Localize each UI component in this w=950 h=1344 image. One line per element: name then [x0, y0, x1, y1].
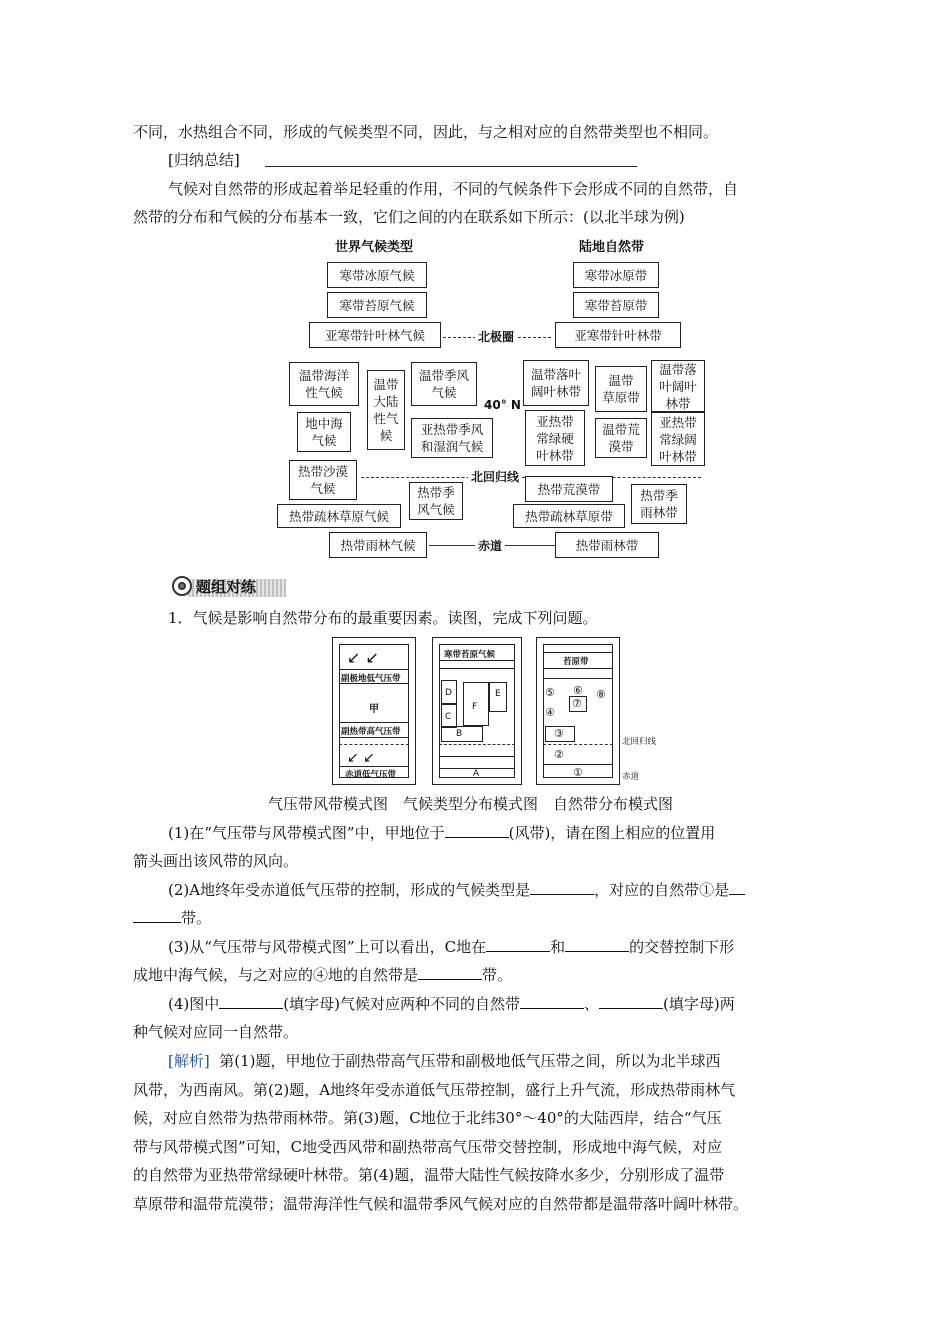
analysis-line: 带与风带模式图”可知，C地受西风带和副热带高气压带交替控制，形成地中海气候，对应	[133, 1138, 723, 1156]
answer-blank[interactable]	[219, 994, 283, 1009]
answer-blank[interactable]	[520, 994, 584, 1009]
zone-line	[543, 668, 613, 669]
q3-text: (3)从“气压带与风带模式图”上可以看出，C地在	[168, 938, 487, 956]
letter-f: F	[472, 702, 478, 712]
right-header: 陆地自然带	[579, 240, 645, 255]
answer-blank[interactable]	[418, 965, 482, 980]
climate-subtropical-monsoon: 亚热带季风 和湿润气候	[411, 418, 493, 458]
analysis-text: 第(1)题，甲地位于副热带高气压带和副极地低气压带之间，所以为北半球西	[219, 1052, 721, 1070]
circled-1: ①	[573, 766, 583, 779]
polar-low-label: 副极地低气压带	[341, 674, 401, 684]
circled-3: ③	[554, 727, 564, 740]
summary-label: 归纳总结	[173, 151, 234, 169]
analysis-line: [解析] 第(1)题，甲地位于副热带高气压带和副极地低气压带之间，所以为北半球西	[168, 1052, 721, 1070]
question-3-cont	[133, 963, 512, 987]
climate-tropical-monsoon: 热带季 风气候	[409, 482, 463, 520]
analysis-line: 草原带和温带荒漠带；温带海洋性气候和温带季风气候对应的自然带都是温带落叶阔叶林带。	[133, 1195, 749, 1213]
q4-text: (填字母)两	[662, 995, 735, 1013]
wind-arrows-bottom: ↙ ↙	[347, 750, 375, 766]
zone-savanna: 热带疏林草原带	[513, 504, 625, 528]
q3-text: 带。	[482, 966, 513, 984]
answer-blank[interactable]	[599, 994, 663, 1009]
circled-7: ⑦	[572, 697, 582, 710]
climate-marine: 温带海洋 性气候	[289, 362, 359, 406]
answer-blank[interactable]	[486, 937, 550, 952]
zone-steppe: 温带 草原带	[595, 366, 647, 412]
q4-text: (填字母)气候对应两种不同的自然带	[283, 995, 520, 1013]
q2-text: 带。	[181, 909, 212, 927]
lat40-label: 40° N	[484, 398, 521, 412]
climate-mediterranean: 地中海 气候	[297, 412, 351, 452]
fig3-top-label: 苔原带	[563, 657, 589, 667]
climate-tundra: 寒带苔原气候	[327, 292, 427, 318]
question-4	[168, 992, 735, 1016]
analysis-line: 候，对应自然带为热带雨林带。第(3)题，C地位于北纬30°～40°的大陆西岸，结合“气压	[133, 1109, 722, 1127]
q4-text: (4)图中	[168, 995, 220, 1013]
answer-blank[interactable]	[445, 823, 509, 838]
climate-taiga: 亚寒带针叶林气候	[309, 322, 441, 348]
circled-4: ④	[545, 706, 555, 719]
tropic-dash	[439, 744, 515, 745]
target-icon	[172, 576, 192, 596]
polar-circle-label: 北极圈	[475, 328, 517, 345]
left-header: 世界气候类型	[335, 240, 414, 255]
analysis-line: 风带，为西南风。第(2)题，A地终年受赤道低气压带控制，盛行上升气流，形成热带雨林气	[133, 1081, 736, 1099]
zone-line	[543, 678, 613, 679]
zone-line	[439, 660, 515, 661]
zone-sclerophyll: 亚热带 常绿硬 叶林带	[525, 410, 585, 466]
belt-line	[339, 737, 409, 738]
zone-deciduous-1: 温带落叶 阔叶林带	[523, 360, 589, 406]
belt-line	[339, 722, 409, 723]
jia-label: 甲	[369, 704, 379, 715]
fig2-top-label: 寒带苔原气候	[444, 650, 496, 660]
question-2	[168, 878, 745, 902]
paragraph-line: 然带的分布和气候的分布基本一致，它们之间的内在联系如下所示：(以北半球为例)	[133, 208, 685, 226]
zone-taiga: 亚寒带针叶林带	[555, 322, 681, 348]
zone-line	[439, 668, 515, 669]
q1-text: (风带)，请在图上相应的位置用	[508, 824, 716, 842]
q1-text: (1)在“气压带与风带模式图”中，甲地位于	[168, 824, 445, 842]
zone-rainforest: 热带雨林带	[555, 532, 659, 558]
heading-rule	[265, 166, 637, 167]
fig3-tropic-label: 北回归线	[622, 737, 657, 747]
circled-6: ⑥	[573, 684, 583, 697]
paragraph-line: 气候对自然带的形成起着举足轻重的作用，不同的气候条件下会形成不同的自然带，自	[168, 180, 739, 198]
q3-text: 和	[550, 938, 566, 956]
pressure-wind-figure	[332, 637, 416, 785]
subtrop-high-label: 副热带高气压带	[341, 727, 401, 737]
summary-heading: [归纳总结]	[168, 151, 240, 169]
question-stem: 1．气候是影响自然带分布的最重要因素。读图，完成下列问题。	[168, 609, 598, 627]
zone-line	[439, 756, 515, 757]
zone-tundra: 寒带苔原带	[573, 292, 659, 318]
question-4-cont: 种气候对应同一自然带。	[133, 1023, 299, 1041]
question-1	[168, 821, 715, 845]
analysis-label: 解析	[173, 1052, 204, 1070]
climate-type-figure	[432, 637, 522, 785]
equator-label: 赤道	[475, 537, 505, 554]
q3-text: 的交替控制下形	[629, 938, 735, 956]
answer-blank[interactable]	[530, 880, 594, 895]
climate-rainforest: 热带雨林气候	[329, 532, 427, 558]
belt-line	[339, 766, 409, 767]
answer-blank[interactable]	[133, 908, 181, 923]
question-2-cont	[133, 906, 211, 930]
letter-d: D	[445, 688, 452, 698]
belt-line	[339, 669, 409, 670]
q4-text: 、	[583, 995, 599, 1013]
zone-line	[543, 652, 613, 653]
climate-desert: 热带沙漠 气候	[289, 460, 357, 500]
climate-continental: 温带 大陆 性气 候	[367, 370, 405, 450]
belt-line	[339, 683, 409, 684]
letter-c: C	[445, 712, 452, 722]
climate-savanna: 热带疏林草原气候	[277, 504, 401, 528]
circled-2: ②	[554, 748, 564, 761]
letter-a: A	[473, 769, 480, 779]
tropic-label: 北回归线	[468, 468, 522, 485]
question-3	[168, 935, 734, 959]
climate-monsoon-temp: 温带季风 气候	[411, 362, 477, 406]
zone-subtrop-evergreen: 亚热带 常绿阔 叶林带	[651, 412, 705, 466]
section-title: 题组对练	[196, 578, 257, 596]
fig3-equator-label: 赤道	[622, 772, 640, 782]
letter-b: B	[456, 729, 463, 739]
zone-ice: 寒带冰原带	[573, 262, 659, 288]
climate-ice: 寒带冰原气候	[327, 262, 427, 288]
zone-temp-desert: 温带荒 漠带	[595, 418, 647, 458]
paragraph-line: 不同，水热组合不同，形成的气候类型不同，因此，与之相对应的自然带类型也不相同。	[133, 123, 719, 141]
wind-arrows-top: ↙ ↙	[347, 648, 379, 667]
analysis-line: 的自然带为亚热带常绿硬叶林带。第(4)题，温带大陆性气候按降水多少，分别形成了温带	[133, 1166, 725, 1184]
tropic-dash	[543, 744, 613, 745]
answer-blank[interactable]	[729, 880, 745, 895]
eq-low-label: 赤道低气压带	[345, 770, 397, 780]
circled-5: ⑤	[545, 686, 555, 699]
natural-zone-figure	[536, 637, 620, 785]
tropic-dash	[339, 744, 409, 745]
zone-trop-monsoon-forest: 热带季 雨林带	[631, 484, 687, 524]
circled-8: ⑧	[596, 688, 606, 701]
section-banner	[170, 574, 288, 600]
zone-deciduous-2: 温带落 叶阔叶 林带	[651, 360, 705, 412]
climate-zone-diagram	[275, 232, 707, 562]
q2-text: (2)A地终年受赤道低气压带的控制，形成的气候类型是	[168, 881, 531, 899]
figure-caption: 气压带风带模式图 气候类型分布模式图 自然带分布模式图	[268, 795, 674, 813]
q3-text: 成地中海气候，与之对应的④地的自然带是	[133, 966, 419, 984]
zone-line	[543, 764, 613, 765]
question-1-cont: 箭头画出该风带的风向。	[133, 852, 299, 870]
letter-e: E	[495, 689, 501, 699]
q2-text: ，对应的自然带①是	[594, 881, 730, 899]
answer-blank[interactable]	[565, 937, 629, 952]
zone-trop-desert: 热带荒漠带	[525, 476, 613, 502]
